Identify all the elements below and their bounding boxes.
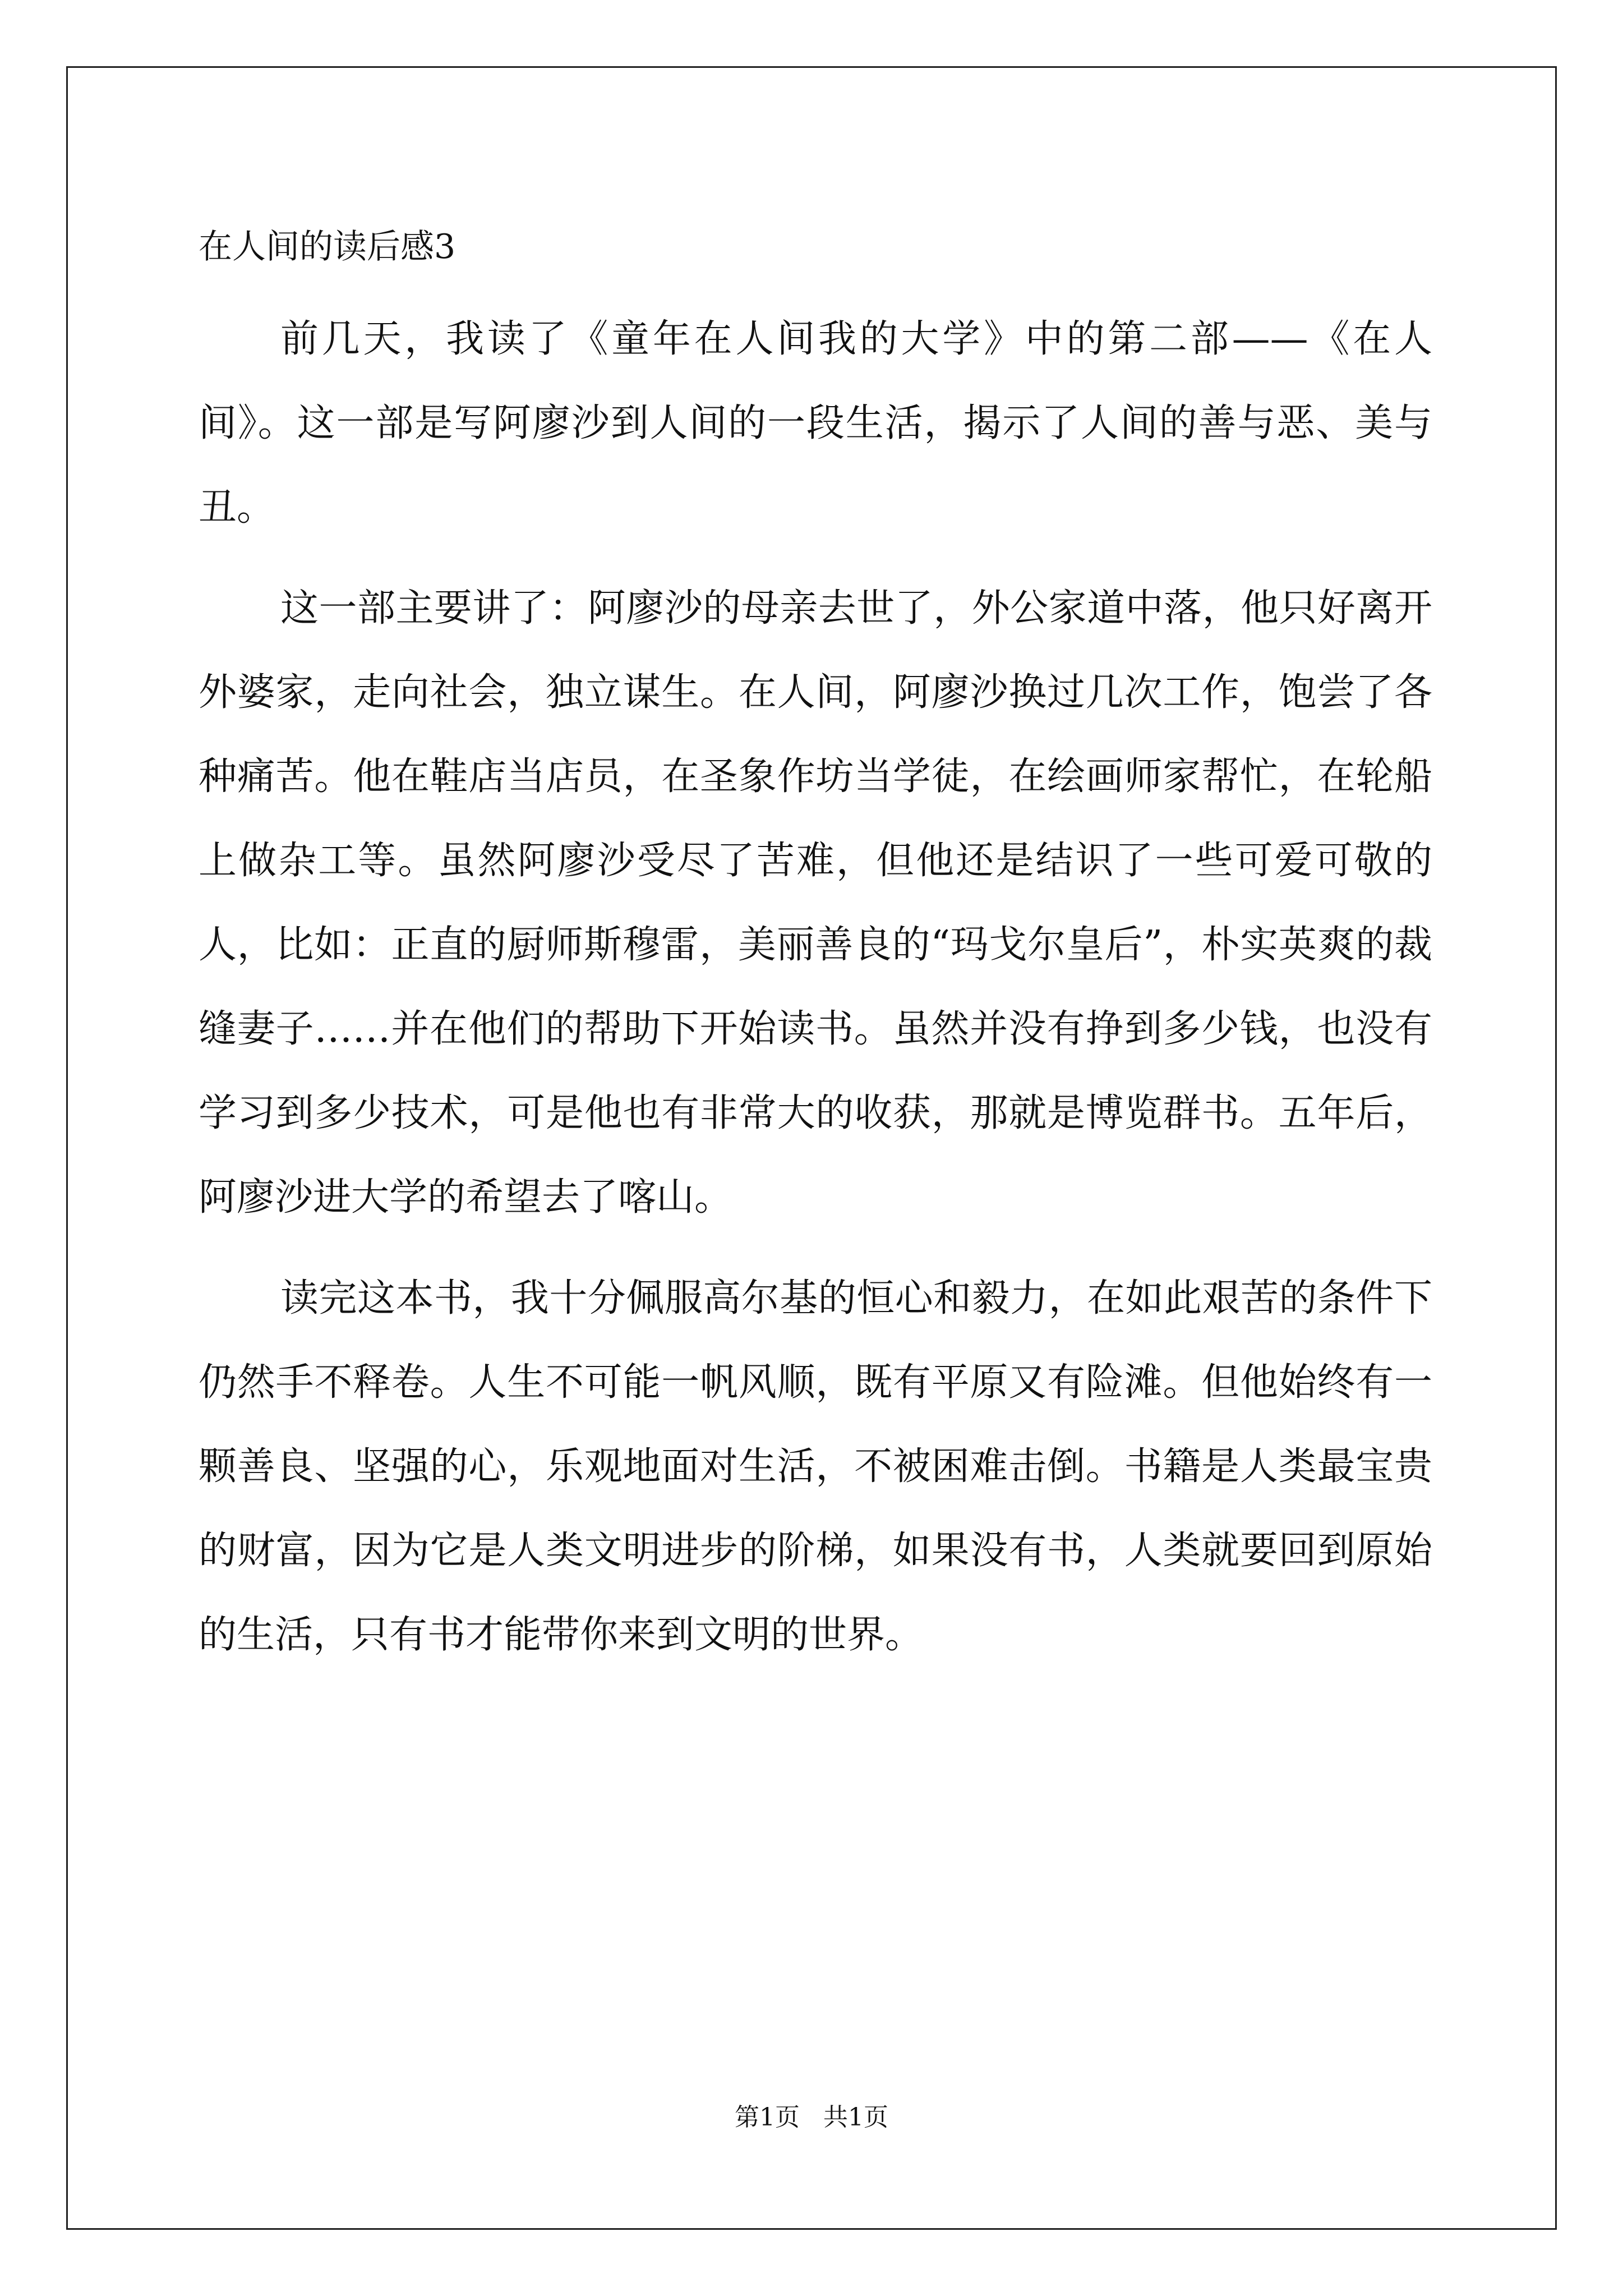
document-title: 在人间的读后感3	[199, 227, 456, 266]
document-body	[199, 213, 1432, 1677]
paragraph-2: 这一部主要讲了：阿廖沙的母亲去世了，外公家道中落，他只好离开外婆家，走向社会，独立谋生。在人间，阿廖沙换过几次工作，饱尝了各种痛苦。他在鞋店当店员，在圣象作坊当学徒，在绘画师家帮忙，在轮船上做杂工等。虽然阿廖沙受尽了苦难，但他还是结识了一些可爱可敬的人，比如：正直的厨师斯穆雷，美丽善良的“玛戈尔皇后”，朴实英爽的裁缝妻子……并在他们的帮助下开始读书。虽然并没有挣到多少钱，也没有学习到多少技术，可是他也有非常大的收获，那就是博览群书。五年后，阿廖沙进大学的希望去了喀山。	[199, 586, 1432, 1220]
paragraph-1: 前几天，我读了《童年在人间我的大学》中的第二部——《在人间》。这一部是写阿廖沙到人间的一段生活，揭示了人间的善与恶、美与丑。	[199, 317, 1432, 530]
paragraph-3: 读完这本书，我十分佩服高尔基的恒心和毅力，在如此艰苦的条件下仍然手不释卷。人生不可能一帆风顺，既有平原又有险滩。但他始终有一颗善良、坚强的心，乐观地面对生活，不被困难击倒。书籍是人类最宝贵的财富，因为它是人类文明进步的阶梯，如果没有书，人类就要回到原始的生活，只有书才能带你来到文明的世界。	[199, 1276, 1432, 1657]
page-number-footer: 第1页 共1页	[735, 2103, 888, 2132]
